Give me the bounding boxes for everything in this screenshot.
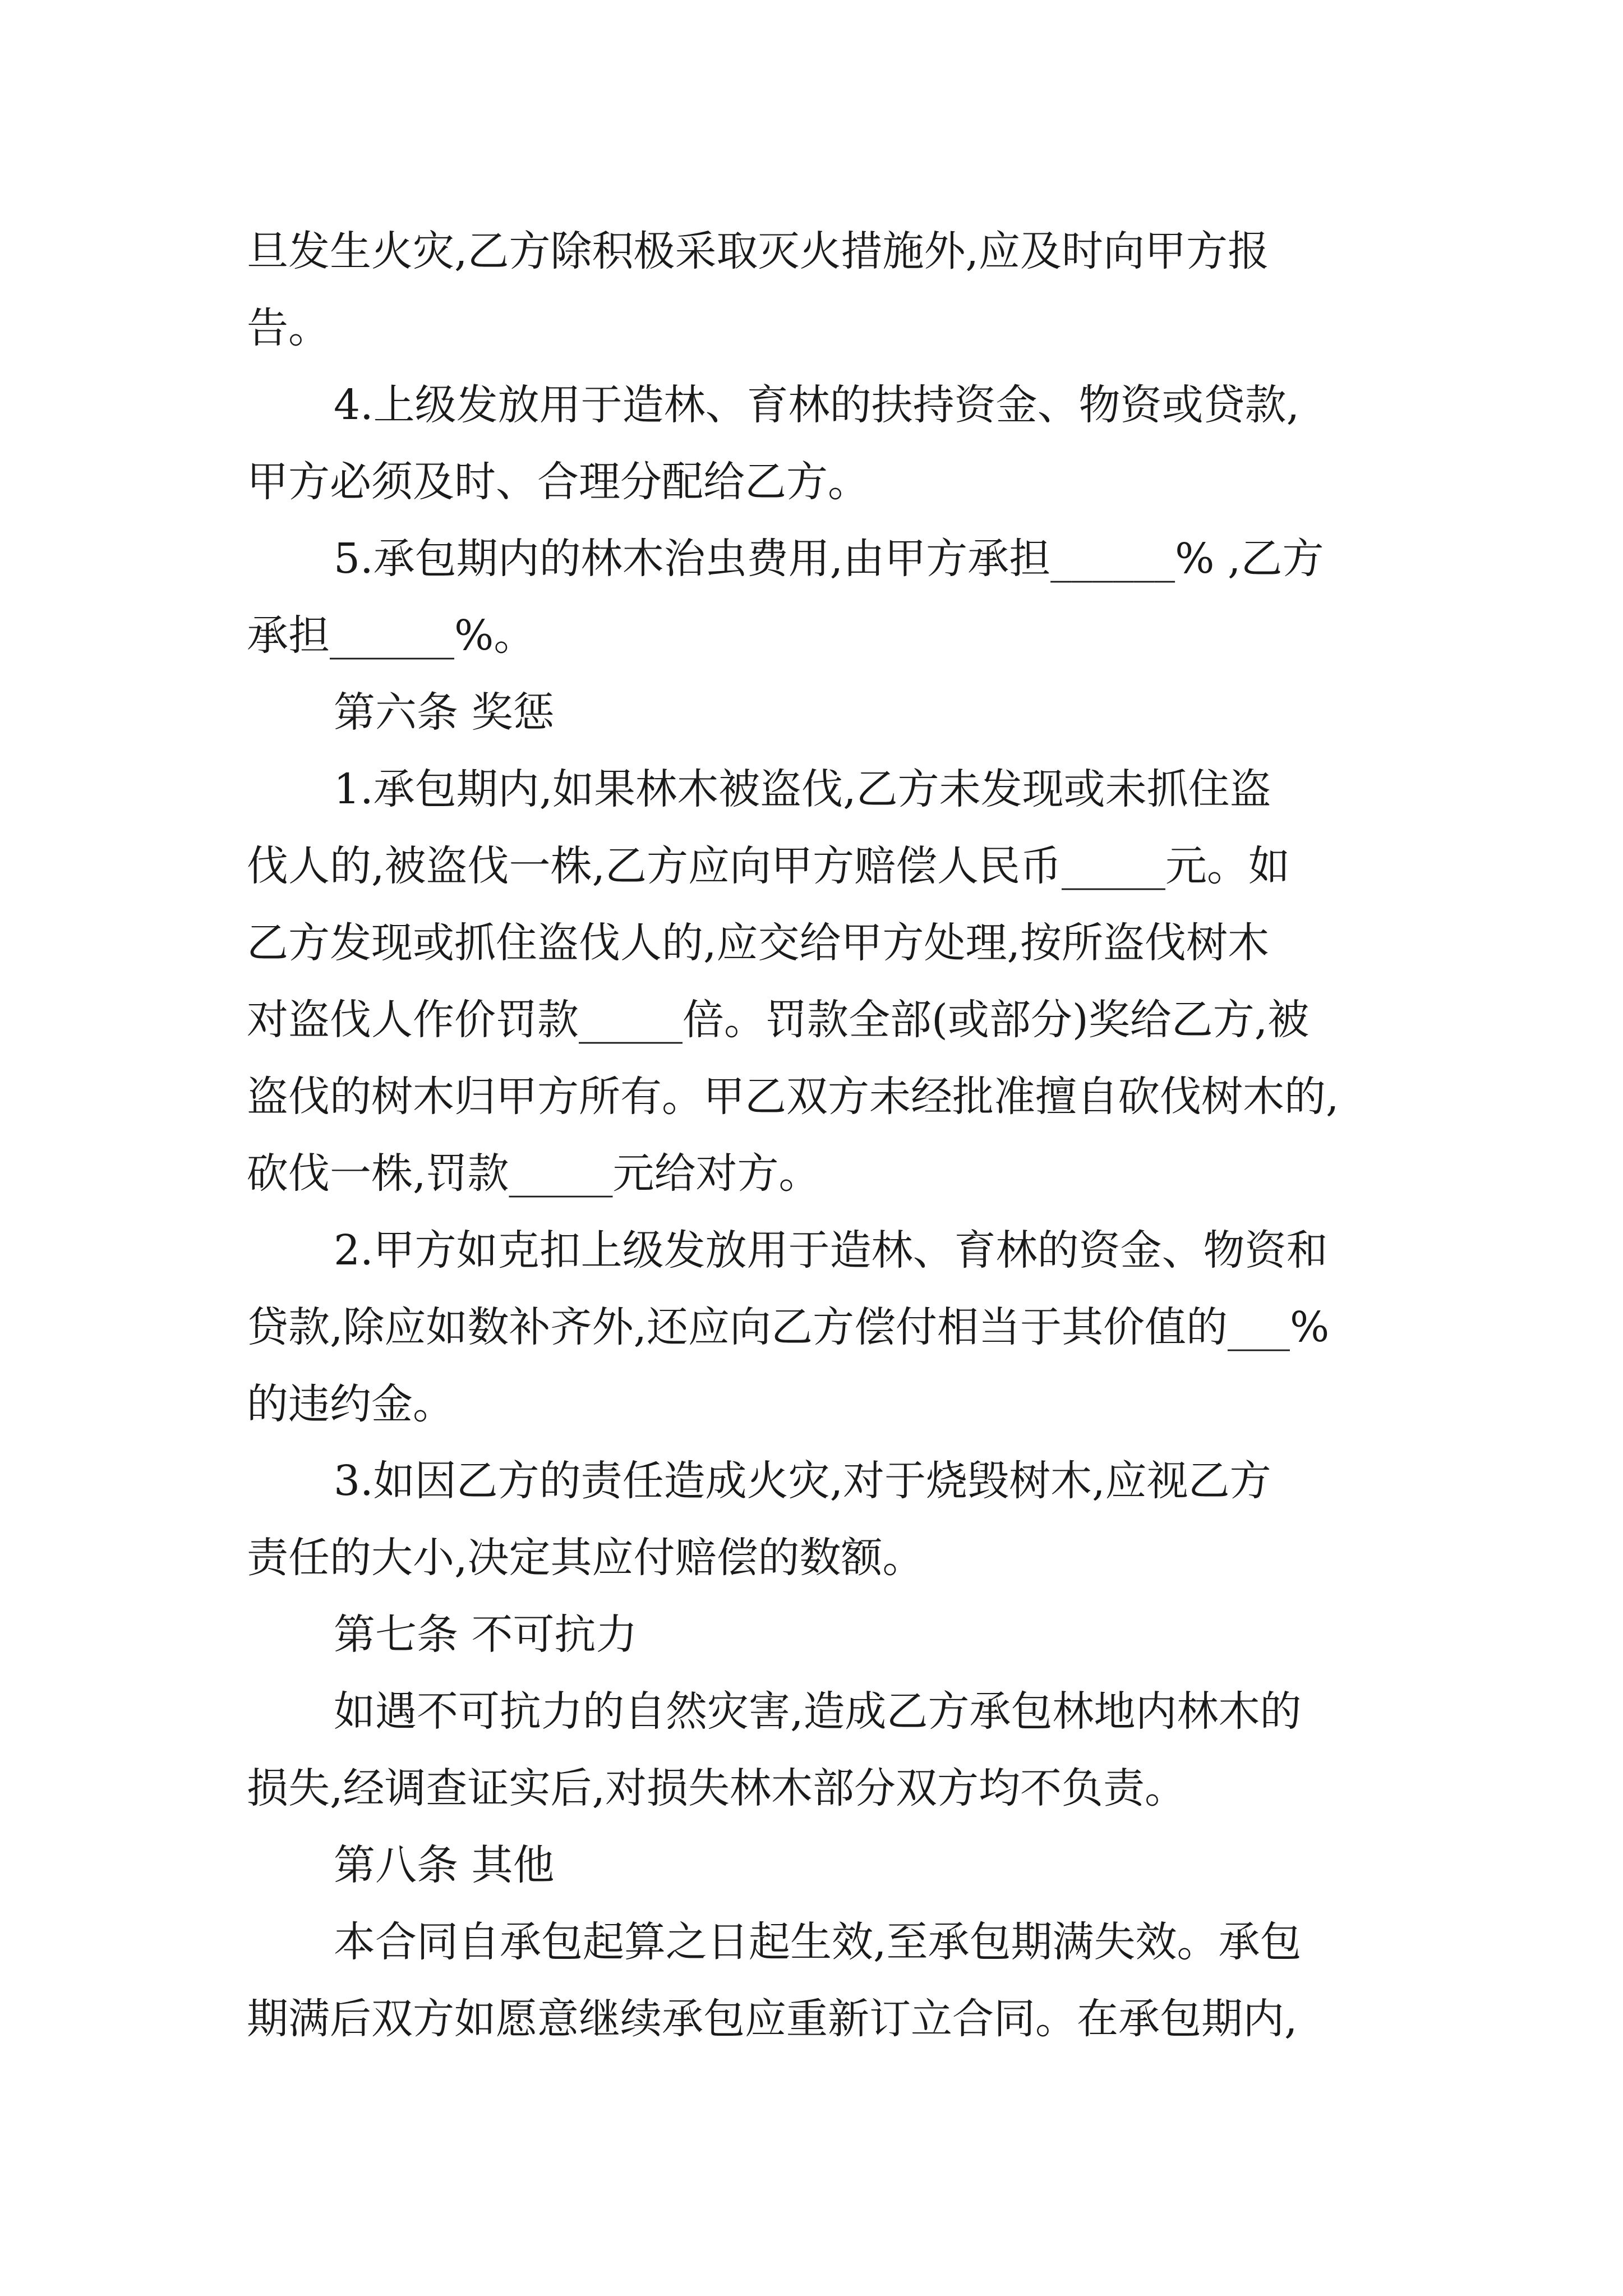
text-line: 乙方发现或抓住盗伐人的,应交给甲方处理,按所盗伐树木 bbox=[247, 919, 1270, 967]
text-line: 4.上级发放用于造林、育林的扶持资金、物资或贷款, bbox=[334, 381, 1300, 429]
text-line: 2.甲方如克扣上级发放用于造林、育林的资金、物资和 bbox=[334, 1226, 1328, 1274]
text-line: 的违约金。 bbox=[247, 1380, 454, 1428]
text-line: 伐人的,被盗伐一株,乙方应向甲方赔偿人民币_____元。如 bbox=[247, 842, 1290, 890]
text-line: 5.承包期内的林木治虫费用,由甲方承担______% ,乙方 bbox=[334, 535, 1324, 583]
text-line: 砍伐一株,罚款_____元给对方。 bbox=[247, 1149, 820, 1198]
document-page bbox=[247, 213, 1385, 2058]
text-line: 本合同自承包起算之日起生效,至承包期满失效。承包 bbox=[334, 1918, 1302, 1966]
text-line: 责任的大小,决定其应付赔偿的数额。 bbox=[247, 1534, 924, 1582]
text-line: 甲方必须及时、合理分配给乙方。 bbox=[247, 458, 869, 506]
text-line: 1.承包期内,如果林木被盗伐,乙方未发现或未抓住盗 bbox=[334, 765, 1271, 813]
section-heading: 第八条 其他 bbox=[334, 1841, 555, 1889]
text-line: 如遇不可抗力的自然灾害,造成乙方承包林地内林木的 bbox=[334, 1687, 1302, 1736]
section-heading: 第七条 不可抗力 bbox=[334, 1611, 638, 1659]
text-line: 损失,经调查证实后,对损失林木部分双方均不负责。 bbox=[247, 1764, 1187, 1812]
text-line: 告。 bbox=[247, 304, 330, 352]
text-line: 期满后双方如愿意继续承包应重新订立合同。在承包期内, bbox=[247, 1995, 1298, 2043]
text-line: 对盗伐人作价罚款_____倍。罚款全部(或部分)奖给乙方,被 bbox=[247, 996, 1310, 1044]
section-heading: 第六条 奖惩 bbox=[334, 688, 555, 737]
text-line: 贷款,除应如数补齐外,还应向乙方偿付相当于其价值的___% bbox=[247, 1303, 1330, 1351]
text-line: 3.如因乙方的责任造成火灾,对于烧毁树木,应视乙方 bbox=[334, 1457, 1271, 1505]
text-line: 旦发生火灾,乙方除积极采取灭火措施外,应及时向甲方报 bbox=[247, 227, 1270, 275]
text-line: 盗伐的树木归甲方所有。甲乙双方未经批准擅自砍伐树木的, bbox=[247, 1073, 1339, 1121]
text-line: 承担______%。 bbox=[247, 611, 536, 660]
